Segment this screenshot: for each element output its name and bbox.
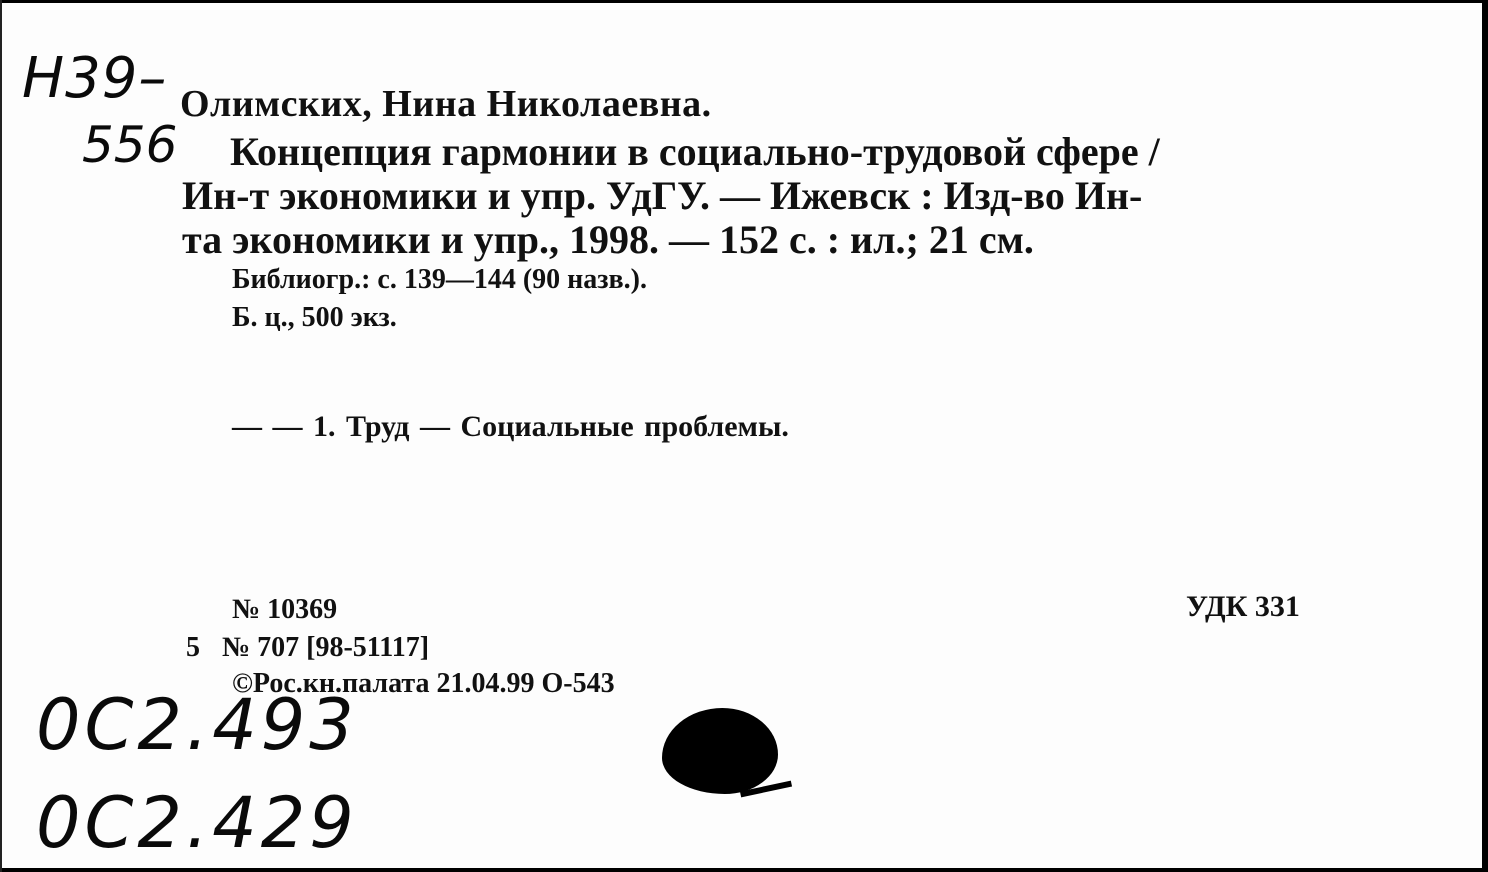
card-number: № 707 [98-51117] [222,632,430,663]
inventory-number-1: 0С2.493 [36,684,358,766]
title-line-2: Ин-т экономики и упр. УдГУ. — Ижевск : Изд-во Ин- [182,173,1143,218]
card-left-edge [0,0,2,872]
price-note: Б. ц., 500 экз. [232,302,397,333]
registration-number: № 10369 [232,594,338,625]
subject-heading: — — 1. Труд — Социальные проблемы. [232,410,789,443]
title-line-3: та экономики и упр., 1998. — 152 с. : ил.; 21 см. [182,217,1034,262]
inventory-number-2: 0С2.429 [36,782,358,864]
bibliography-note: Библиогр.: с. 139—144 (90 назв.). [232,264,647,295]
author-heading: Олимских, Нина Николаевна. [180,83,712,125]
card-bottom-edge [0,868,1488,872]
ink-blot [662,708,778,794]
registration-row [186,632,429,664]
udk-code: УДК 331 [1186,590,1300,623]
card-right-edge [1482,0,1488,872]
card-top-edge [0,0,1488,3]
shelf-mark-line2: 556 [82,116,178,174]
copyright-line: ©Рос.кн.палата 21.04.99 О-543 [232,668,615,699]
shelf-mark-line1: Н39– [22,46,168,111]
title-line-1: Концепция гармонии в социально-трудовой сфере / [230,129,1160,174]
lead-digit: 5 [186,632,200,663]
